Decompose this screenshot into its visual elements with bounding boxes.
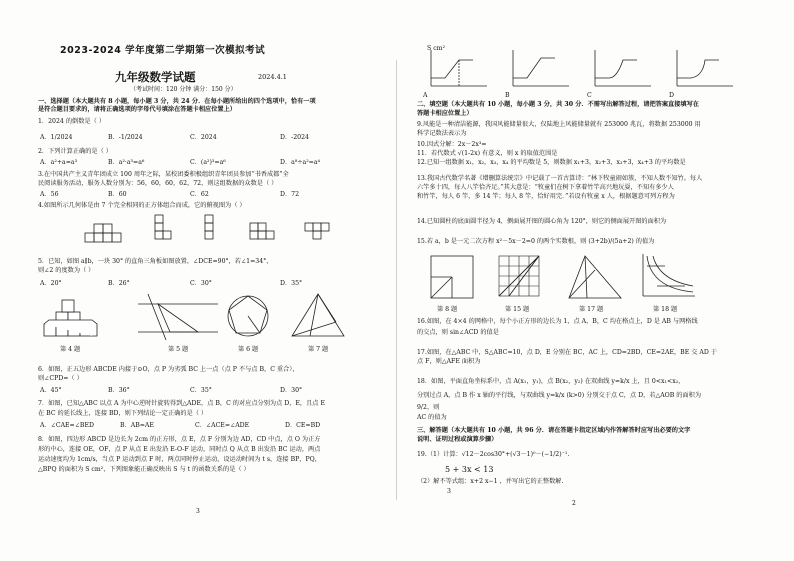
q6-line1: 6．如图，正五边形 ABCDE 内接于⊙O，点 P 为劣弧 BC 上一点（点 P 不与点 B，C 重合）， bbox=[38, 366, 299, 373]
q8-graph-b bbox=[507, 48, 577, 90]
q1-opt-a: A．1/2024 bbox=[40, 134, 73, 141]
fig-label-5: 第 5 题 bbox=[168, 346, 189, 353]
right-page bbox=[397, 0, 794, 561]
q1-opt-c: C．2024 bbox=[190, 134, 217, 141]
q2-opt-d: D．a⁸÷a²=a⁴ bbox=[280, 159, 321, 166]
section2-heading: 二、填空题（本大题共有 10 小题，每小题 3 分，共 30 分．不需写出解答过程，请把答案直接填写在 bbox=[417, 101, 699, 108]
q7-line1: 7．如图，已知△ABC 以点 A 为中心逆时针旋转得到△ADE，点 B，C 的对应点分别为点 D，E，且点 E bbox=[38, 400, 325, 407]
fig-label-8: 第 8 题 bbox=[437, 306, 458, 313]
graph-label-b: B bbox=[505, 92, 510, 99]
fig-label-15: 第 15 题 bbox=[505, 306, 530, 313]
q6-opt-b: B．36° bbox=[108, 387, 130, 394]
q17-line2: 点 F，则△AFE 面积为 bbox=[417, 358, 481, 365]
q15: 15.若 a，b 是一元二次方程 x²－5x－2=0 的两个实数根，则 (3+2b)/(5a+2) 的值为 bbox=[417, 238, 655, 245]
graph-a-axis-s: S cm² bbox=[427, 45, 446, 52]
exam-date: 2024.4.1 bbox=[258, 73, 287, 81]
q1: 1．2024 的倒数是（ ） bbox=[38, 118, 105, 125]
q7-opt-b: B．AB=AE bbox=[120, 422, 154, 429]
q3-opt-a: A．56 bbox=[40, 191, 59, 198]
graph-label-d: D bbox=[669, 92, 674, 99]
q19-part2: （2）解不等式组：x+2 x−1 ，并写出它的正整数解. bbox=[417, 478, 564, 485]
exam-title: 2023-2024 学年度第二学期第一次模拟考试 bbox=[60, 45, 266, 56]
q4-views-figure bbox=[85, 213, 345, 249]
q8-line3: 运动速度均为 1cm/s，当点 P 运动到点 F 时，两点同时停止运动，设运动时间为 t s，连接 BP，PQ， bbox=[38, 456, 321, 463]
q19-inequality: 5 + 3x < 13 bbox=[445, 465, 494, 474]
right-page-number: 2 bbox=[572, 500, 576, 507]
q5-opt-b: B．26° bbox=[108, 280, 130, 287]
exam-meta: （考试时间：120 分钟 满分：150 分） bbox=[130, 86, 237, 93]
q6-opt-a: A．45° bbox=[40, 387, 62, 394]
q1-opt-b: B．-1/2024 bbox=[108, 134, 143, 141]
fig-label-7: 第 7 题 bbox=[308, 346, 329, 353]
section1-heading: 一、选择题（本大题共有 8 小题，每小题 3 分，共 24 分．在每小题所给出的四个选项中，恰有一项 bbox=[38, 98, 316, 105]
q8-graph-c bbox=[589, 48, 659, 90]
q6-line2: 则∠CPD=（ ） bbox=[38, 375, 83, 382]
q5-opt-c: C．30° bbox=[190, 280, 212, 287]
q4-solid-figure bbox=[40, 296, 100, 342]
fig-label-18: 第 18 题 bbox=[653, 306, 678, 313]
q8-line4: △BPQ 的面积为 S cm²，下列图象能正确反映出 S 与 t 的函数关系的是（ ） bbox=[38, 466, 250, 473]
exam-subtitle: 九年级数学试题 bbox=[115, 70, 196, 84]
q1-opt-d: D．-2024 bbox=[280, 134, 309, 141]
q18-line3: 9/2，则 bbox=[417, 404, 440, 411]
q18-line4: AC 的值为 bbox=[417, 414, 447, 421]
q19-fraction-denominator: 3 bbox=[447, 488, 451, 495]
q13-line3: 和竹竿，每人 6 竿，多 14 竿；每人 8 竿，恰好用完．”若设有牧童 x 人，根据题意可列方程为 bbox=[417, 193, 675, 200]
q5-figure bbox=[138, 292, 218, 342]
q5-line1: 5．已知，如图 a∥b，一块 30° 的直角三角板如图放置，∠DCE=90°，若∠1=34°， bbox=[38, 258, 273, 265]
q8-line2: 形的中心，连接 OE，OF，点 P 从点 E 出发沿 E-O-F 运动，同时点 Q 从点 B 出发沿 BC 运动，两点 bbox=[38, 446, 321, 453]
fig-label-17: 第 17 题 bbox=[579, 306, 604, 313]
left-page-number: 3 bbox=[196, 508, 200, 515]
q2-opt-c: C．(a²)³=a⁶ bbox=[190, 159, 226, 166]
q7-opt-c: C．∠ACE=∠ADE bbox=[195, 422, 250, 429]
q7-opt-d: D．CE=BD bbox=[285, 422, 321, 429]
q2: 2．下列计算正确的是（ ） bbox=[38, 148, 112, 155]
q11: 11．若代数式 √(1-2x) 有意义，则 x 的取值范围是 bbox=[417, 150, 558, 157]
q8-line1: 8．如图，四边形 ABCD 是边长为 2cm 的正方形，点 E，点 F 分别为边 AD，CD 中点，点 O 为正方 bbox=[38, 436, 321, 443]
graph-label-c: C bbox=[587, 92, 592, 99]
q18-line2: 分别过点 A，点 B 作 x 轴的平行线，与双曲线 y=k/x (k>0) 分别交于点 C，点 D，若△AOB 的面积为 bbox=[417, 392, 702, 399]
q10: 10.因式分解：2x－2x³= bbox=[417, 141, 487, 148]
q3-opt-c: C．62 bbox=[190, 191, 209, 198]
q3-line2: 民阅读服务活动，服务人数分别为：56，60，60，62，72，则这组数据的众数是（ ） bbox=[38, 180, 278, 187]
q17-triangle-figure bbox=[565, 252, 625, 302]
q7-opt-a: A．∠CAE=∠BED bbox=[40, 422, 94, 429]
q5-opt-a: A．20° bbox=[40, 280, 62, 287]
q6-opt-d: D．30° bbox=[280, 387, 303, 394]
q5-line2: 则∠2 的度数为（ ） bbox=[38, 267, 95, 274]
q16-line1: 16.如图，在 4×4 的网格中，每个小正方形的边长为 1，点 A，B，C 均在格点上，D 是 AB 与网格线 bbox=[417, 318, 698, 325]
q9-line1: 9.风能是一种清洁能源，我国风能储量很大，仅陆地上风能储量就有 253000 兆瓦，将数据 253000 用 bbox=[417, 121, 701, 128]
q6-figure bbox=[222, 292, 274, 342]
q18-line1: 18．如图，平面直角坐标系中，点 A(x₁，y₁)，点 B(x₂，y₂) 在双曲线 y=k/x 上，且 0<x₁<x₂， bbox=[417, 378, 685, 385]
q14: 14.已知圆柱的底面圆半径为 4，侧面展开图的圆心角为 120°，则它的侧面展开图的面积为 bbox=[417, 218, 667, 225]
section3-heading2: 说明、证明过程或演算步骤） bbox=[417, 436, 498, 443]
q12: 12.已知一组数据 x₁，x₂，x₃，x₄ 的平均数是 5，则数据 x₁+3，x₂+3，x₃+3，x₄+3 的平均数是 bbox=[417, 159, 686, 166]
fig-label-6: 第 6 题 bbox=[238, 346, 259, 353]
q18-hyperbola-figure bbox=[637, 252, 697, 302]
section2-heading2: 答题卡相应位置上） bbox=[417, 110, 473, 117]
q7-line2: 在 BC 的延长线上，连接 BD，则下列结论一定正确的是（ ） bbox=[38, 410, 208, 417]
q9-line2: 科学记数法表示为 bbox=[417, 130, 467, 137]
graph-label-a: A bbox=[423, 92, 428, 99]
q4: 4.如图所示几何体是由 7 个完全相同的正方体组合而成，它的俯视图为（ ） bbox=[38, 202, 246, 209]
q7-figure bbox=[288, 292, 348, 342]
section1-heading2: 是符合题目要求的，请将正确选项的字母代号填涂在答题卡相应位置上） bbox=[38, 106, 236, 113]
q13-line2: 六竿多十四，每人八竿恰齐足。”其大意是：“牧童们在树下拿着竹竿高兴地玩耍，不知有多少人 bbox=[417, 184, 674, 191]
q3-opt-b: B．60 bbox=[108, 191, 127, 198]
q13-line1: 13.我国古代数学名著《增删算法统宗》中记载了一首古算诗：“林下牧童闹如簇，不知人数不知竹。每人 bbox=[417, 175, 703, 182]
fig-label-4: 第 4 题 bbox=[60, 346, 81, 353]
q8-graph-d bbox=[671, 48, 741, 90]
q8-square-figure bbox=[427, 252, 479, 302]
q19-part1: 19.（1）计算：√12－2cos30°+(√3－1)⁰－(−1/2)⁻¹. bbox=[417, 451, 570, 458]
q5-opt-d: D．35° bbox=[280, 280, 303, 287]
section3-heading: 三、解答题（本大题共有 10 小题，共 96 分．请在答题卡指定区域内作答解答时应写出必要的文字 bbox=[417, 427, 691, 434]
q8-graph-a bbox=[425, 48, 495, 90]
q15-grid-figure bbox=[495, 252, 547, 302]
q3-line1: 3.在中国共产主义青年团成立 100 周年之际，某校团委积极组织青年团员参加“书香成都”全 bbox=[38, 171, 289, 178]
q2-opt-b: B．a²·a³=a⁶ bbox=[108, 159, 145, 166]
q17-line1: 17.如图，在△ABC 中，S△ABC=10，点 D，E 分别在 BC，AC 上，CD=2BD，CE=2AE，BE 交 AD 于 bbox=[417, 349, 717, 356]
q2-opt-a: A．a²+a=a³ bbox=[40, 159, 78, 166]
q3-opt-d: D．72 bbox=[280, 191, 300, 198]
q16-line2: 的交点，则 sin∠ACD 的值是 bbox=[417, 329, 499, 336]
q6-opt-c: C．35° bbox=[190, 387, 212, 394]
